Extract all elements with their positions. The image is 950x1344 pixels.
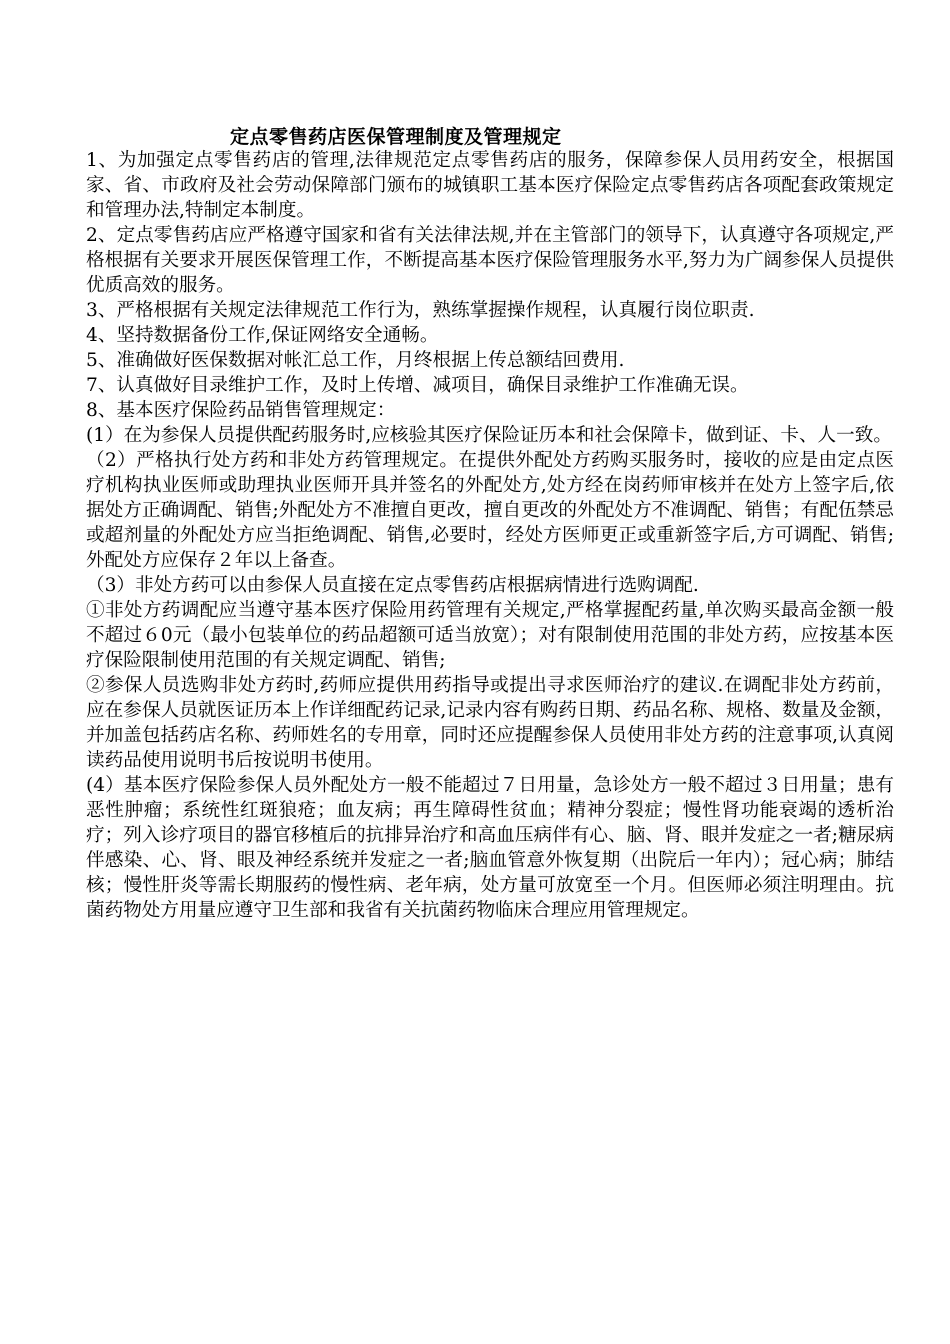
paragraph-7: 7、认真做好目录维护工作，及时上传增、减项目，确保目录维护工作准确无误。 xyxy=(86,375,749,396)
sub-clause-2: （2）严格执行处方药和非处方药管理规定。在提供外配处方药购买服务时，接收的应是由定点医疗机构执业医师或助理执业医师开具并签名的外配处方,处方经在岗药师审核并在处方上签字后,依据处方正确调配、销售;外配处方不准擅自更改，擅自更改的外配处方不准调配、销售；有配伍禁忌或超剂量的外配处方应当拒绝调配、销售,必要时，经处方医师更正或重新签字后,方可调配、销售;外配处方应保存２年以上备查。 xyxy=(86,450,894,571)
document-body xyxy=(86,148,894,923)
sub-clause-1: (1）在为参保人员提供配药服务时,应核验其医疗保险证历本和社会保障卡，做到证、卡、人一致。 xyxy=(86,425,892,446)
paragraph-4: 4、坚持数据备份工作,保证网络安全通畅。 xyxy=(86,325,439,346)
paragraph-2: 2、定点零售药店应严格遵守国家和省有关法律法规,并在主管部门的领导下，认真遵守各项规定,严格根据有关要求开展医保管理工作，不断提高基本医疗保险管理服务水平,努力为广阔参保人员提供优质高效的服务。 xyxy=(86,225,894,296)
sub-clause-3: （3）非处方药可以由参保人员直接在定点零售药店根据病情进行选购调配. xyxy=(86,575,699,596)
paragraph-8: 8、基本医疗保险药品销售管理规定： xyxy=(86,400,396,421)
paragraph-5: 5、准确做好医保数据对帐汇总工作，月终根据上传总额结回费用. xyxy=(86,350,625,371)
sub-clause-3-item-2: ②参保人员选购非处方药时,药师应提供用药指导或提出寻求医师治疗的建议.在调配非处方药前，应在参保人员就医证历本上作详细配药记录,记录内容有购药日期、药品名称、规格、数量及金额，并加盖包括药店名称、药师姓名的专用章，同时还应提醒参保人员使用非处方药的注意事项,认真阅读药品使用说明书后按说明书使用。 xyxy=(86,675,894,771)
paragraph-1: 1、为加强定点零售药店的管理,法律规范定点零售药店的服务，保障参保人员用药安全，根据国家、省、市政府及社会劳动保障部门颁布的城镇职工基本医疗保险定点零售药店各项配套政策规定和管理办法,特制定本制度。 xyxy=(86,150,894,221)
sub-clause-3-item-1: ①非处方药调配应当遵守基本医疗保险用药管理有关规定,严格掌握配药量,单次购买最高金额一般不超过６0元（最小包装单位的药品超额可适当放宽）；对有限制使用范围的非处方药，应按基本医疗保险限制使用范围的有关规定调配、销售; xyxy=(86,600,894,671)
document-title: 定点零售药店医保管理制度及管理规定 xyxy=(230,126,562,148)
paragraph-3: 3、严格根据有关规定法律规范工作行为，熟练掌握操作规程，认真履行岗位职责. xyxy=(86,300,755,321)
sub-clause-4: (4）基本医疗保险参保人员外配处方一般不能超过７日用量，急诊处方一般不超过３日用量；患有恶性肿瘤；系统性红斑狼疮；血友病；再生障碍性贫血；精神分裂症；慢性肾功能衰竭的透析治疗；列入诊疗项目的器官移植后的抗排异治疗和高血压病伴有心、脑、肾、眼并发症之一者;糖尿病伴感染、心、肾、眼及神经系统并发症之一者;脑血管意外恢复期（出院后一年内）；冠心病；肺结核；慢性肝炎等需长期服药的慢性病、老年病，处方量可放宽至一个月。但医师必须注明理由。抗菌药物处方用量应遵守卫生部和我省有关抗菌药物临床合理应用管理规定。 xyxy=(86,775,894,921)
